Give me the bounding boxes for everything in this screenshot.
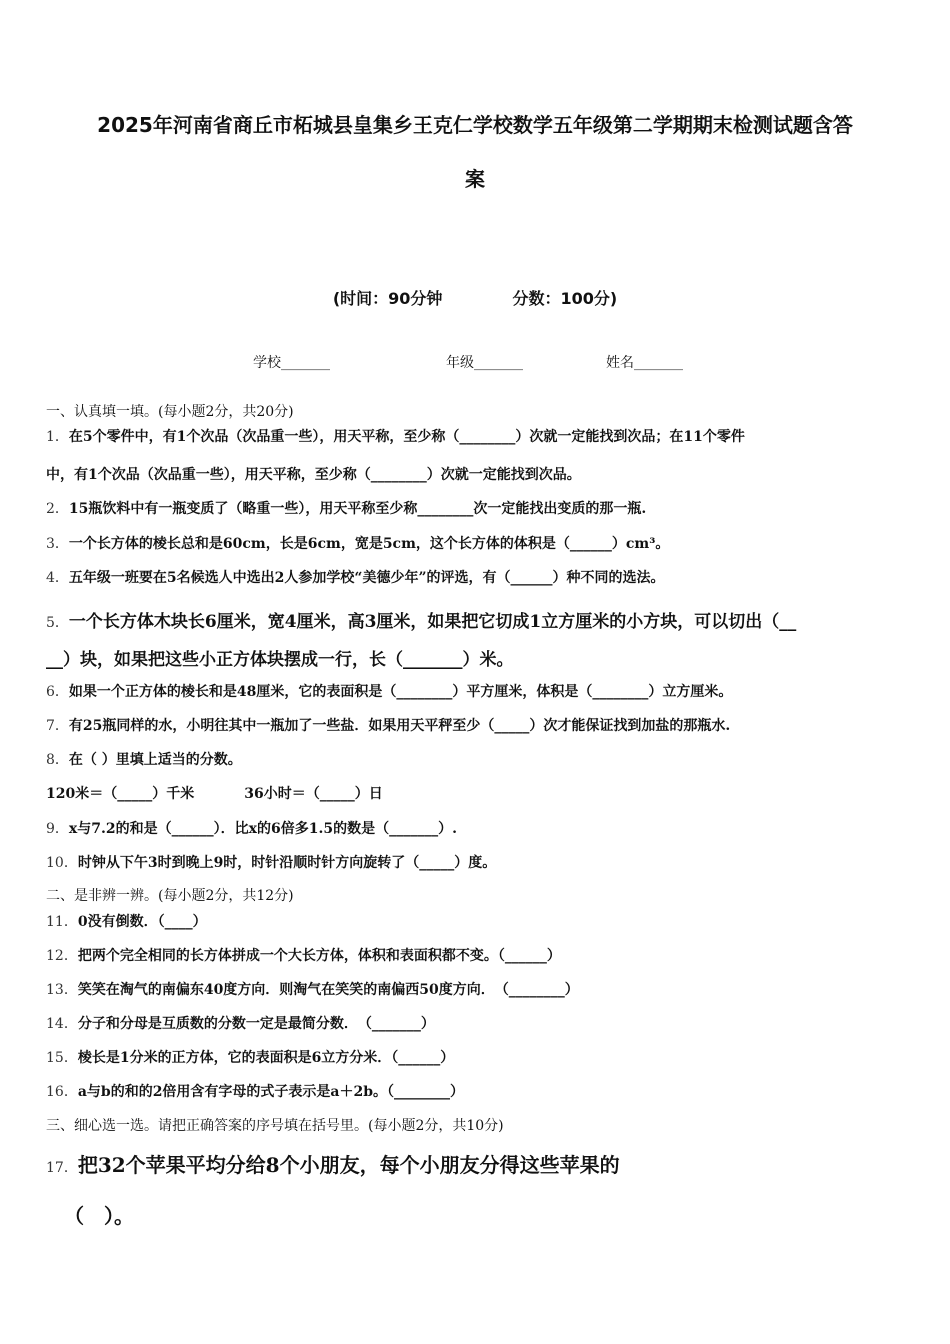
question-13 (46, 979, 579, 999)
question-text: 把32个苹果平均分给8个小朋友，每个小朋友分得这些苹果的 (77, 1153, 620, 1177)
exam-meta (0, 286, 950, 309)
question-number: 16． (46, 1084, 78, 1100)
question-7 (46, 715, 730, 735)
question-number: 13． (46, 982, 78, 998)
question-11 (46, 911, 207, 931)
question-text: a与b的和的2倍用含有字母的式子表示是a＋2b。（________） (77, 1084, 465, 1100)
question-number: 6． (46, 684, 69, 700)
question-10 (46, 852, 496, 872)
question-4 (46, 567, 665, 587)
question-number: 17． (46, 1160, 78, 1176)
question-number: 5． (46, 615, 69, 631)
question-text: 五年级一班要在5名候选人中选出2人参加学校“美德少年”的评选，有（______）种不同的选法。 (68, 570, 665, 586)
question-number: 14． (46, 1016, 78, 1032)
question-number: 10． (46, 855, 78, 871)
question-14 (46, 1013, 435, 1033)
name-field[interactable]: 姓名_______ (606, 355, 683, 371)
question-9 (46, 818, 457, 838)
question-number: 11． (46, 914, 78, 930)
question-16 (46, 1081, 464, 1101)
question-text: 0没有倒数．（____） (77, 914, 207, 930)
question-text: 在5个零件中，有1个次品（次品重一些），用天平称，至少称（________）次就一定能找到次品；在11个零件 (68, 429, 745, 445)
question-5-line-1 (46, 607, 796, 632)
question-text: 笑笑在淘气的南偏东40度方向．则淘气在笑笑的南偏西50度方向． （________） (77, 982, 579, 998)
section-2-heading: 二、是非辨一辨。(每小题2分，共12分) (46, 888, 294, 904)
question-text: 如果一个正方体的棱长和是48厘米，它的表面积是（________）平方厘米，体积是（________）立方厘米。 (68, 684, 733, 700)
question-15 (46, 1047, 454, 1067)
question-text: 分子和分母是互质数的分数一定是最简分数． （_______） (77, 1016, 435, 1032)
question-text: x与7.2的和是（______）．比x的6倍多1.5的数是（_______）. (68, 821, 457, 837)
question-number: 1． (46, 429, 69, 445)
question-text: 有25瓶同样的水，小明往其中一瓶加了一些盐．如果用天平秤至少（_____）次才能保证找到加盐的那瓶水. (68, 718, 731, 734)
school-field[interactable]: 学校_______ (253, 355, 330, 371)
question-8 (46, 749, 242, 769)
question-17-line-1 (46, 1149, 620, 1178)
question-5-line-2: __）块，如果把这些小正方体块摆成一行，长（_______）米。 (46, 650, 514, 670)
subitem-2: 36小时＝（_____）日 (244, 786, 383, 802)
total-score: 分数：100分) (512, 289, 618, 308)
question-number: 9． (46, 821, 69, 837)
question-number: 15． (46, 1050, 78, 1066)
time-limit: (时间：90分钟 (332, 289, 443, 308)
question-text: 棱长是1分米的正方体，它的表面积是6立方分米．（______） (77, 1050, 455, 1066)
question-text: 一个长方体木块长6厘米，宽4厘米，高3厘米，如果把它切成1立方厘米的小方块，可以切出（__ (68, 612, 797, 632)
question-text: 在（ ）里填上适当的分数。 (68, 752, 242, 768)
question-number: 8． (46, 752, 69, 768)
title-line-2: 案 (465, 167, 485, 191)
question-number: 12． (46, 948, 78, 964)
grade-field[interactable]: 年级_______ (446, 355, 523, 371)
question-3 (46, 533, 669, 553)
section-3-heading: 三、细心选一选。请把正确答案的序号填在括号里。(每小题2分，共10分) (46, 1118, 504, 1134)
question-text: 时钟从下午3时到晚上9时，时针沿顺时针方向旋转了（_____）度。 (77, 855, 497, 871)
document-title (40, 98, 910, 206)
question-number: 7． (46, 718, 69, 734)
question-12 (46, 945, 561, 965)
question-text: 一个长方体的棱长总和是60cm，长是6cm，宽是5cm，这个长方体的体积是（______）cm³。 (68, 536, 670, 552)
question-text: 15瓶饮料中有一瓶变质了（略重一些），用天平称至少称________次一定能找出变质的那一瓶. (68, 501, 647, 517)
question-2 (46, 498, 646, 518)
title-line-1: 2025年河南省商丘市柘城县皇集乡王克仁学校数学五年级第二学期期末检测试题含答 (97, 113, 853, 137)
question-1-line-2: 中，有1个次品（次品重一些），用天平称，至少称（________）次就一定能找到次品。 (46, 467, 581, 483)
question-number: 2． (46, 501, 69, 517)
question-text: 把两个完全相同的长方体拼成一个大长方体，体积和表面积都不变。（______） (77, 948, 561, 964)
question-1-line-1 (46, 426, 745, 446)
section-1-heading: 一、认真填一填。(每小题2分，共20分) (46, 404, 294, 420)
question-6 (46, 681, 732, 701)
question-17-line-2: （ ）。 (64, 1204, 134, 1228)
question-number: 4． (46, 570, 69, 586)
question-8-subitems (46, 783, 383, 803)
subitem-1: 120米＝（_____）千米 (46, 786, 195, 802)
question-number: 3． (46, 536, 69, 552)
